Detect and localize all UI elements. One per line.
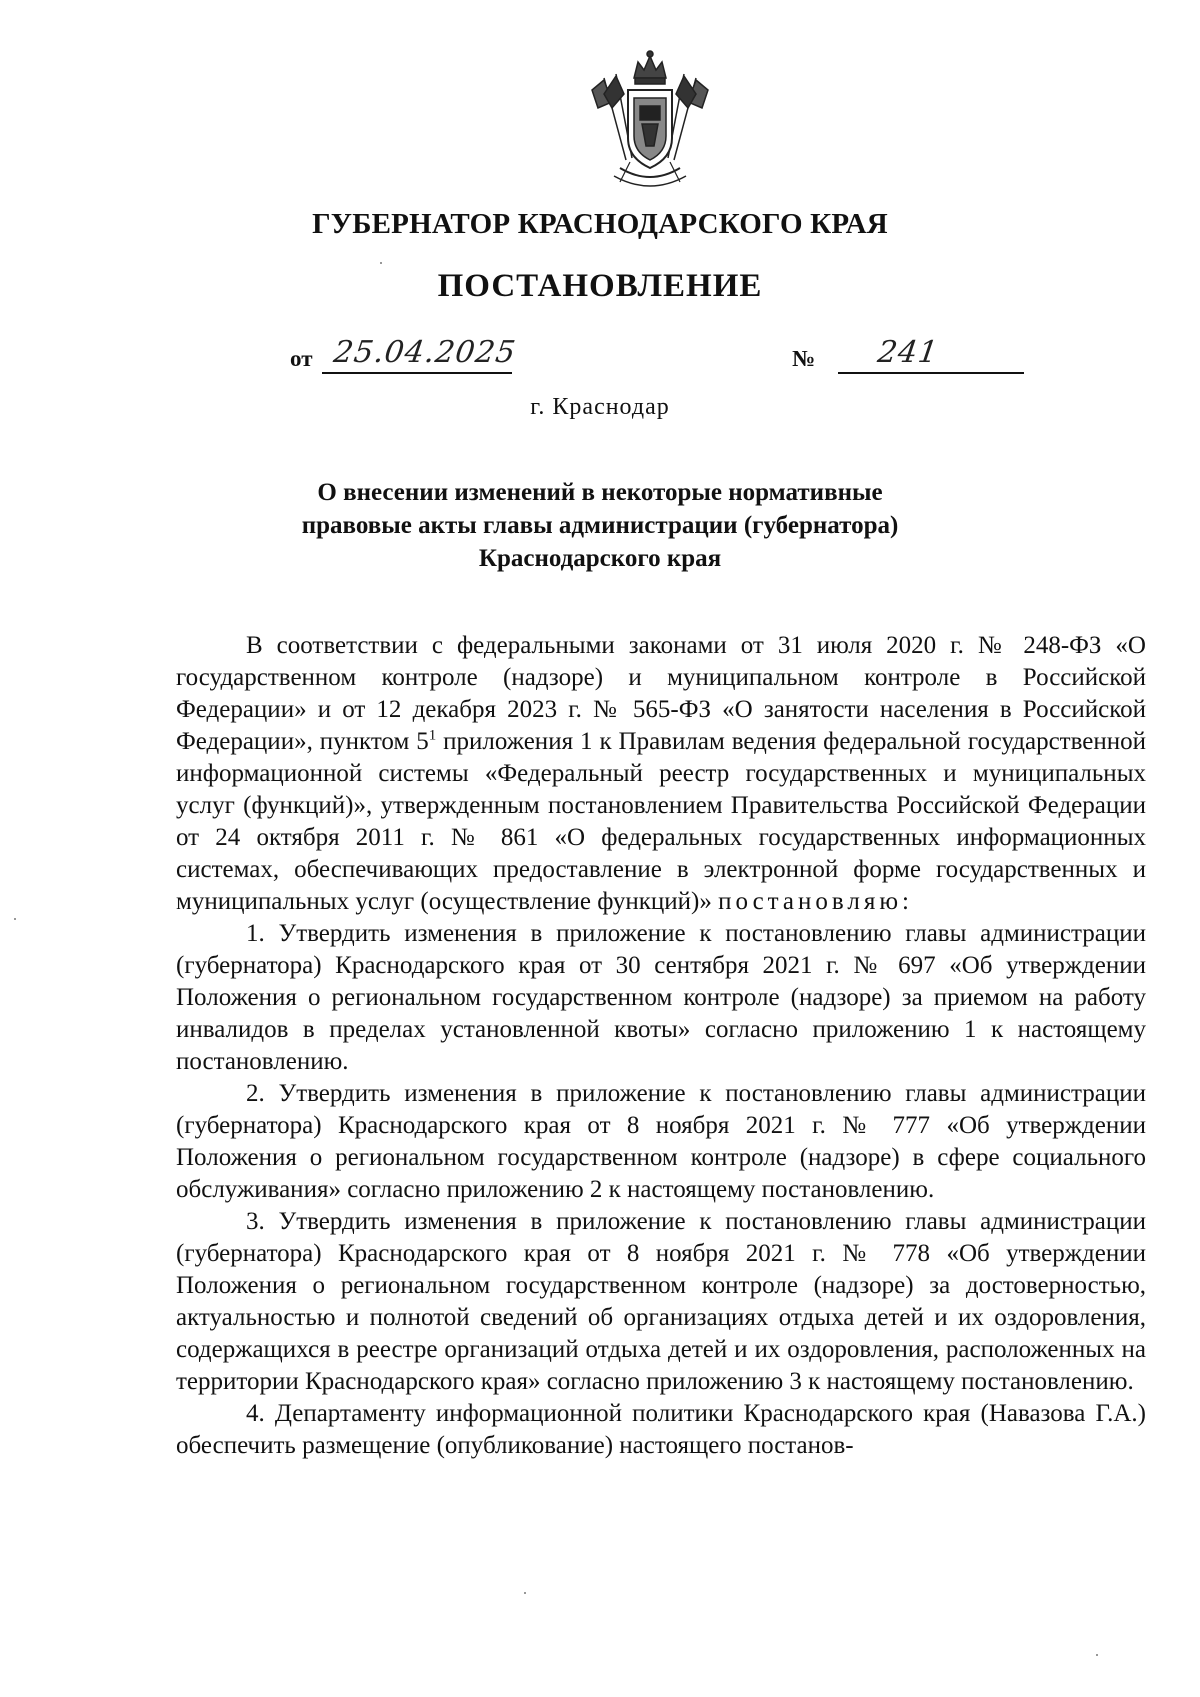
issuing-authority: ГУБЕРНАТОР КРАСНОДАРСКОГО КРАЯ	[312, 208, 888, 240]
coat-of-arms-emblem	[590, 50, 710, 198]
number-prefix: №	[792, 346, 816, 371]
document-type: ПОСТАНОВЛЕНИЕ	[437, 268, 763, 304]
handwritten-number: 241	[875, 335, 941, 370]
preamble-paragraph	[176, 630, 1146, 918]
title-line: О внесении изменений в некоторые нормативные	[317, 479, 883, 506]
scan-speck	[14, 918, 16, 920]
decree-word: постановляю:	[718, 888, 913, 915]
scan-speck	[1096, 1654, 1098, 1656]
item-paragraph: 3. Утвердить изменения в приложение к постановлению главы администрации (губернатора) Краснодарского края от 8 ноября 2021 г. № 778 «Об утверждении Положения о региональном государственном контроле (надзоре) за достоверностью, актуальностью и полнотой сведений об организациях отдыха детей и их оздоровления, содержащихся в реестре организаций отдыха детей и их оздоровления, расположенных на территории Краснодарского края» согласно приложению 3 к настоящему постановлению.	[176, 1208, 1146, 1395]
item-paragraph: 4. Департаменту информационной политики Краснодарского края (Навазова Г.А.) обеспечить размещение (опубликование) настоящего постанов-	[176, 1400, 1146, 1459]
date-prefix: от	[290, 346, 313, 371]
preamble-text-continued: приложения 1 к Правилам ведения федеральной государственной информационной системы «Федеральный реестр государственных и муниципальных услуг (функций)», утвержденным постановлением Правительства Российской Федерации от 24 октября 2011 г. № 861 «О федеральных государственных информационных системах, обеспечивающих предоставление в электронной форме государственных и муниципальных услуг (осуществление функций)»	[176, 728, 1146, 915]
scan-speck	[380, 262, 382, 264]
item-paragraph: 1. Утвердить изменения в приложение к постановлению главы администрации (губернатора) Краснодарского края от 30 сентября 2021 г. № 697 «Об утверждении Положения о региональном государственном контроле (надзоре) за приемом на работу инвалидов в пределах установленной квоты» согласно приложению 1 к настоящему постановлению.	[176, 920, 1146, 1075]
title-line: правовые акты главы администрации (губернатора)	[301, 512, 899, 539]
item-paragraph: 2. Утвердить изменения в приложение к постановлению главы администрации (губернатора) Краснодарского края от 8 ноября 2021 г. № 777 «Об утверждении Положения о региональном государственном контроле (надзоре) в сфере социального обслуживания» согласно приложению 2 к настоящему постановлению.	[176, 1080, 1146, 1203]
superscript: 1	[428, 727, 437, 744]
preamble-text: В соответствии с федеральными законами от 31 июля 2020 г. № 248-ФЗ «О государственном контроле (надзоре) и муниципальном контроле в Российской Федерации» и от 12 декабря 2023 г. № 565-ФЗ «О занятости населения в Российской Федерации», пунктом 5	[176, 632, 1146, 755]
date-field	[322, 335, 519, 374]
document-body	[176, 630, 1146, 1462]
number-field	[838, 336, 1024, 374]
document-title	[250, 476, 950, 575]
city: г. Краснодар	[530, 394, 670, 420]
title-line: Краснодарского края	[478, 545, 722, 572]
scan-speck	[524, 1592, 526, 1594]
date-line	[290, 336, 520, 380]
number-line	[792, 336, 1032, 380]
handwritten-date: 25.04.2025	[331, 335, 519, 370]
